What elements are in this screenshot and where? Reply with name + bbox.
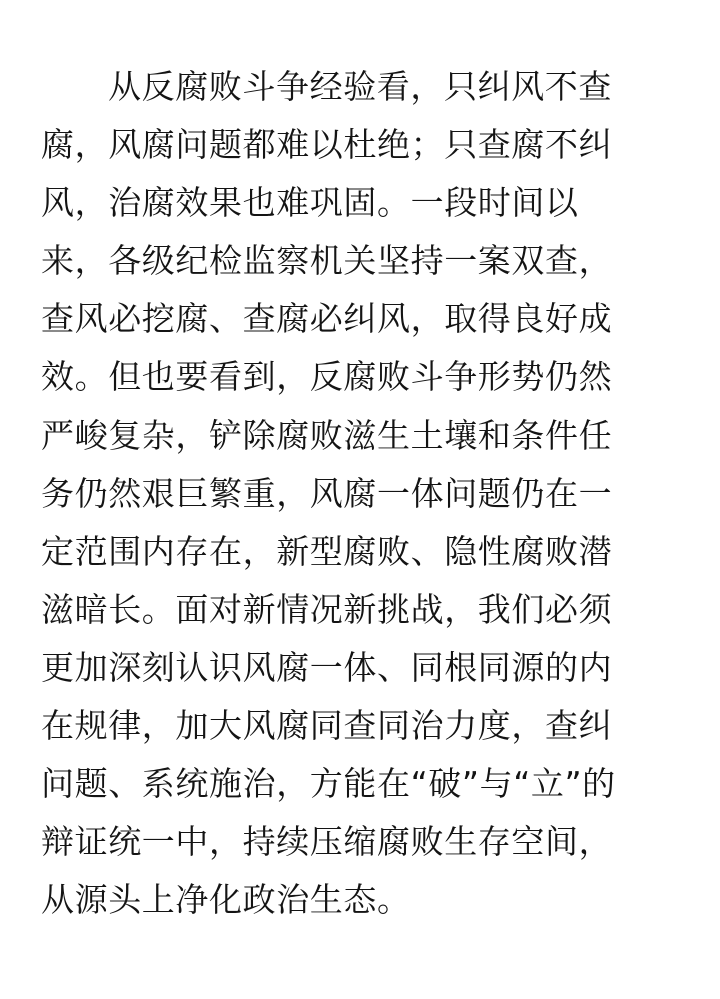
paragraph-line-10: 滋暗长。面对新情况新挑战，我们必须 xyxy=(41,589,613,629)
paragraph-line-8: 务仍然艰巨繁重，风腐一体问题仍在一 xyxy=(41,473,613,513)
paragraph-line-6: 效。但也要看到，反腐败斗争形势仍然 xyxy=(41,357,613,397)
paragraph-line-13: 问题、系统施治，方能在“破”与“立”的 xyxy=(41,764,616,804)
paragraph-line-7: 严峻复杂，铲除腐败滋生土壤和条件任 xyxy=(41,415,613,455)
paragraph-line-1: 从反腐败斗争经验看，只纠风不查 xyxy=(108,67,612,106)
paragraph-line-15: 从源头上净化政治生态。 xyxy=(41,880,411,920)
paragraph-line-14: 辩证统一中，持续压缩腐败生存空间， xyxy=(41,822,613,862)
paragraph-line-4: 来，各级纪检监察机关坚持一案双查， xyxy=(41,241,613,281)
paragraph-line-3: 风，治腐效果也难巩固。一段时间以 xyxy=(41,183,579,223)
article-paragraph xyxy=(41,58,691,929)
paragraph-line-12: 在规律，加大风腐同查同治力度，查纠 xyxy=(41,706,613,746)
paragraph-line-9: 定范围内存在，新型腐败、隐性腐败潜 xyxy=(41,531,613,571)
paragraph-line-11: 更加深刻认识风腐一体、同根同源的内 xyxy=(41,647,613,687)
paragraph-line-2: 腐，风腐问题都难以杜绝；只查腐不纠 xyxy=(41,125,613,165)
paragraph-line-5: 查风必挖腐、查腐必纠风，取得良好成 xyxy=(41,299,613,339)
